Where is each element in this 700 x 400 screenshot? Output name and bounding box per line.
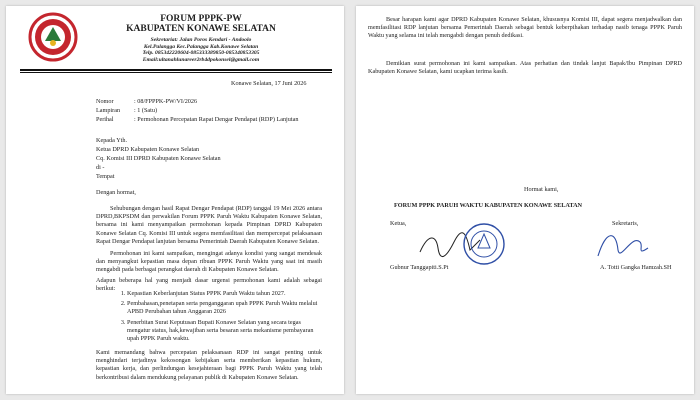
org-name-line1: FORUM PPPK-PW: [160, 14, 242, 24]
org-address: [86, 37, 316, 63]
urgency-list: [118, 290, 325, 345]
recipient-line: Tempat: [96, 173, 115, 180]
address-line: Sekretariat: Jalan Poros Kendari - Andoolo: [150, 37, 252, 43]
address-line: Telp. 085342220604-085333389850-085340853305: [142, 50, 260, 57]
recipient-line: di -: [96, 164, 105, 171]
meta-value-nomor: : 08/FPPPK-PW/VI/2026: [134, 98, 198, 105]
official-stamp-icon: [462, 222, 506, 266]
secretary-title: Sekretaris,: [612, 220, 639, 227]
paragraph-1: Sehubungan dengan hasil Rapat Dengar Pendapat (RDP) tanggal 19 Mei 2026 antara DPRD,BKPSDM dan perwakilan Forum PPPK Paruh Waktu Kabupaten Konawe Selatan, bersama ini kami menyampaikan permohonan kepada Pimpinan DPRD Kabupaten Konawe Selatan Cq. Komisi III untuk segera memfasilitasi dan mempercepat pelaksanaan Rapat Dengar Pendapat lanjutan bersama Pemerintah Daerah Kabupaten Konawe Selatan.: [96, 205, 322, 245]
salutation: Dengan hormat,: [96, 189, 136, 196]
list-item: 2. Pembahasan,penetapan serta penganggaran upah PPPK Paruh Waktu melalui APBD Perubahan tahun Anggaran 2026: [127, 300, 325, 316]
letter-page-1: [6, 6, 344, 394]
closing: Hormat kami,: [524, 186, 559, 193]
address-line: Email:ultanahlunareer2rb4dpokonsel@gmail.com: [142, 56, 260, 63]
signature-org: FORUM PPPK PARUH WAKTU KABUPATEN KONAWE SELATAN: [394, 202, 583, 209]
meta-label-nomor: Nomor: [96, 98, 114, 105]
chair-name: Gubnur Tanggapiti.S.Pt: [390, 264, 449, 271]
letterhead-rule-thin: [20, 72, 332, 73]
letterhead-rule: [20, 69, 332, 71]
paragraph-4: Kami memandang bahwa percepatan pelaksanaan RDP ini sangat penting untuk menghindari terjadinya kekosongan kebijakan serta memberikan kepastian hukum, kepastian kerja, dan perlindungan kesejahteraan bagi PPPK Paruh Waktu yang telah berkontribusi dalam mendukung pelayanan publik di Kabupaten Konawe Selatan.: [96, 349, 322, 381]
recipient-line: Ketua DPRD Kabupaten Konawe Selatan: [96, 146, 200, 153]
org-name-line2: KABUPATEN KONAWE SELATAN: [126, 24, 276, 34]
paragraph-5: Besar harapan kami agar DPRD Kabupaten Konawe Selatan, khususnya Komisi III, dapat segera menjadwalkan dan memfasilitasi RDP lanjutan bersama Pemerintah Daerah sebagai bentuk keberpihakan terhadap nasib tenaga PPPK Paruh Waktu yang selama ini telah mengabdi dengan penuh dedikasi.: [368, 16, 682, 40]
place-date: Konawe Selatan, 17 Juni 2026: [231, 80, 307, 87]
recipient-line: Cq. Komisi III DPRD Kabupaten Konawe Selatan: [96, 155, 221, 162]
chair-title: Ketua,: [390, 220, 407, 227]
meta-value-perihal: : Permohonan Percepatan Rapat Dengar Pendapat (RDP) Lanjutan: [134, 116, 299, 123]
recipient-line: Kepada Yth.: [96, 137, 128, 144]
paragraph-2: Permohonan ini kami sampaikan, mengingat adanya kondisi yang sangat mendesak dan menyangkut kepastian masa depan ribuan PPPK Paruh Waktu yang saat ini masih mengabdi pada berbagai perangkat daerah di Kabupaten Konawe Selatan.: [96, 250, 322, 274]
secretary-name: A. Totti Gangka Hamzah.SH: [600, 264, 672, 271]
paragraph-6: Demikian surat permohonan ini kami sampaikan. Atas perhatian dan tindak lanjut Bapak/Ibu Pimpinan DPRD Kabupaten Konawe Selatan, kami ucapkan terima kasih.: [368, 60, 682, 76]
meta-value-lampiran: : 1 (Satu): [134, 107, 158, 114]
list-item: 1. Kepastian Keberlanjutan Status PPPK Paruh Waktu tahun 2027.: [127, 290, 325, 298]
address-line: Kel.Palangga Kec.Palangga Kab.Konawe Selatan: [143, 43, 259, 50]
meta-label-perihal: Perihal: [96, 116, 114, 123]
secretary-signature-icon: [592, 226, 652, 264]
paragraph-3-intro: Adapun beberapa hal yang menjadi dasar urgensi permohonan kami adalah sebagai berikut:: [96, 277, 322, 293]
meta-label-lampiran: Lampiran: [96, 107, 121, 114]
forum-logo-icon: [28, 12, 78, 62]
list-item: 3. Penerbitan Surat Keputusan Bupati Konawe Selatan yang secara tegas mengatur status, hak,kewajiban serta besaran serta mekanisme pembayaran upah PPPK Paruh waktu.: [127, 319, 325, 344]
letter-page-2: [356, 6, 694, 394]
